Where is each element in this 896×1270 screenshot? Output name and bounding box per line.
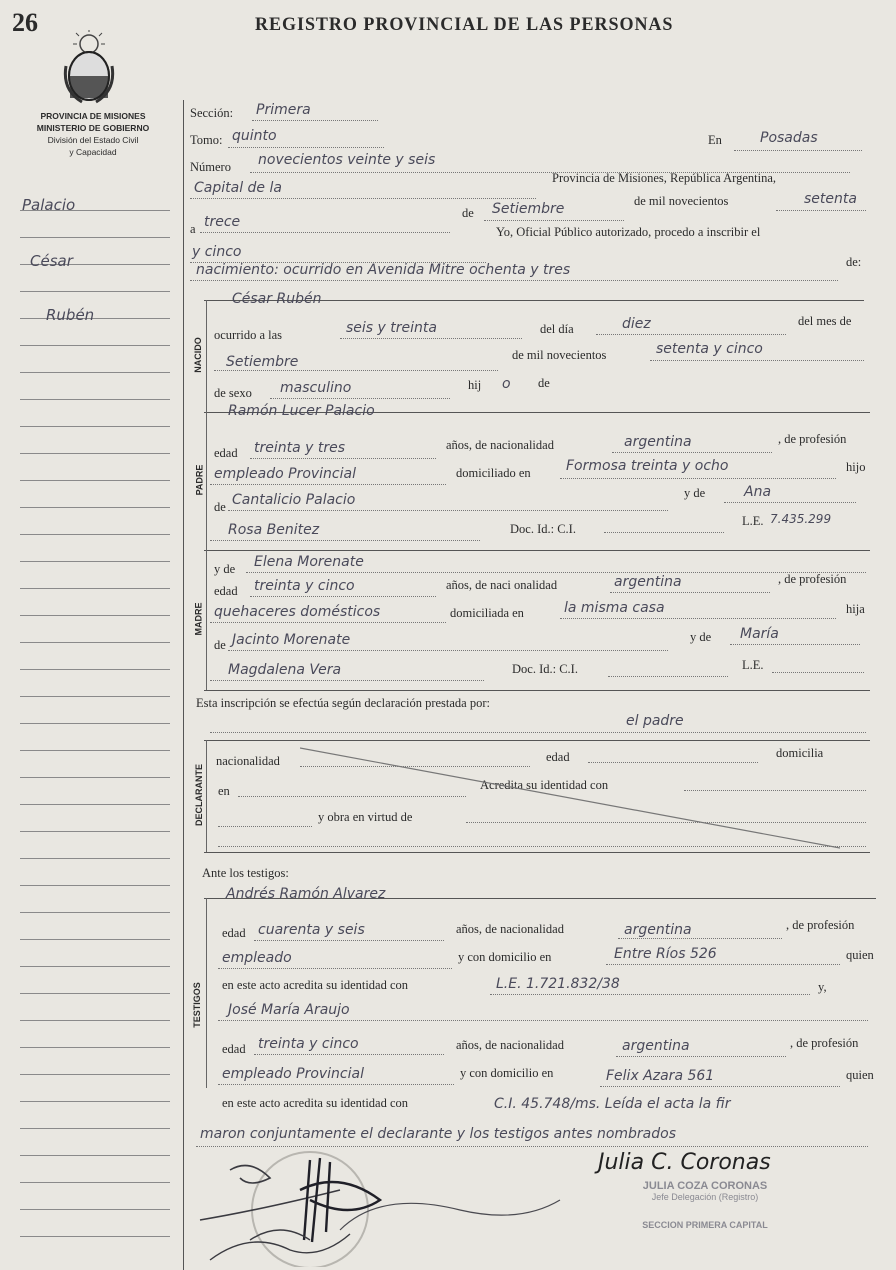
anio-label: de mil novecientos xyxy=(512,348,607,362)
madre-de-label: de xyxy=(214,638,226,652)
madre-prof-label: , de profesión xyxy=(778,572,847,586)
madre-madre-name: María xyxy=(740,626,779,642)
padre-le-value: 7.435.299 xyxy=(770,512,832,526)
tomo-label: Tomo: xyxy=(190,133,223,147)
padre-profesion: empleado Provincial xyxy=(214,466,356,482)
testigo2-dom-label: y con domicilio en xyxy=(460,1066,554,1080)
de-value: Setiembre xyxy=(492,201,565,217)
margin-rule-line xyxy=(20,1101,170,1102)
margin-rule-line xyxy=(20,534,170,535)
madre-profesion: quehaceres domésticos xyxy=(214,604,381,620)
registrar-signature: Julia C. Coronas xyxy=(598,1150,771,1175)
registrar-stamp xyxy=(600,1180,810,1230)
madre-name: Elena Morenate xyxy=(254,554,364,570)
madre-madre-name-cont: Magdalena Vera xyxy=(228,662,342,678)
declarante-acredita-label: Acredita su identidad con xyxy=(480,778,609,792)
mil-novecientos-value: setenta xyxy=(804,191,857,207)
hora-value: seis y treinta xyxy=(346,320,437,336)
yo-label: Yo, Oficial Público autorizado, procedo a inscribir el xyxy=(496,225,761,239)
witness-signatures xyxy=(190,1150,610,1267)
margin-rule-line xyxy=(20,588,170,589)
margin-rule-line xyxy=(20,858,170,859)
margin-rule-line xyxy=(20,1047,170,1048)
padre-yde-label: y de xyxy=(684,486,706,500)
testigo2-nacionalidad: argentina xyxy=(622,1038,690,1054)
a-label: a xyxy=(190,222,196,236)
margin-rule-line xyxy=(20,399,170,400)
capital-value: Capital de la xyxy=(194,180,282,196)
testigo1-dom-label: y con domicilio en xyxy=(458,950,552,964)
section-label-padre: PADRE xyxy=(194,464,205,496)
madre-edad-label: edad xyxy=(214,584,238,598)
en-value: Posadas xyxy=(760,130,818,146)
testigo1-profesion: empleado xyxy=(222,950,292,966)
seccion-value: Primera xyxy=(256,102,311,118)
mes-label: del mes de xyxy=(798,314,852,328)
stamp-section: SECCION PRIMERA CAPITAL xyxy=(642,1220,768,1230)
nacimiento-de: de: xyxy=(846,255,862,269)
numero-value: novecientos veinte y seis xyxy=(258,152,436,168)
testigo2-name: José María Araujo xyxy=(228,1002,350,1018)
testigo1-edad: cuarenta y seis xyxy=(258,922,365,938)
tomo-value: quinto xyxy=(232,128,277,144)
margin-rule-line xyxy=(20,642,170,643)
madre-dom-label: domiciliada en xyxy=(450,606,524,620)
padre-prof-label: , de profesión xyxy=(778,432,847,446)
madre-nac-label: años, de naci onalidad xyxy=(446,578,558,592)
a-value: trece xyxy=(204,214,241,230)
form-frame-left xyxy=(183,100,184,1270)
testigo-y-label: y, xyxy=(818,980,827,994)
de-label: de xyxy=(462,206,474,220)
declarante-en-label: en xyxy=(218,784,230,798)
margin-rule-line xyxy=(20,345,170,346)
margin-rule-line xyxy=(20,885,170,886)
margin-rule-line xyxy=(20,372,170,373)
margin-rule-line xyxy=(20,723,170,724)
testigo2-domicilio: Felix Azara 561 xyxy=(606,1068,715,1084)
madre-domicilio: la misma casa xyxy=(564,600,665,616)
office-ministry: MINISTERIO DE GOBIERNO xyxy=(36,123,150,133)
margin-rule-line xyxy=(20,615,170,616)
madre-hija-label: hija xyxy=(846,602,865,616)
stamp-role: Jefe Delegación (Registro) xyxy=(651,1192,759,1202)
margin-surname: Palacio xyxy=(22,196,76,214)
madre-yde2-label: y de xyxy=(690,630,712,644)
seccion-label: Sección: xyxy=(190,106,234,120)
testigo1-nacionalidad: argentina xyxy=(624,922,692,938)
margin-second-name: Rubén xyxy=(46,306,95,324)
declarante-obra-label: y obra en virtud de xyxy=(318,810,413,824)
en-label: En xyxy=(708,133,722,147)
stamp-name: JULIA COZA CORONAS xyxy=(642,1180,768,1192)
sexo-label: de sexo xyxy=(214,386,252,400)
section-label-madre: MADRE xyxy=(193,602,204,636)
provincia-label: Provincia de Misiones, República Argentina, xyxy=(552,171,777,185)
declarante-nac-label: nacionalidad xyxy=(216,754,280,768)
testigo2-edad: treinta y cinco xyxy=(258,1036,359,1052)
margin-rule-line xyxy=(20,804,170,805)
margin-rule-line xyxy=(20,453,170,454)
office-division: División del Estado Civil xyxy=(47,135,139,145)
margin-rule-line xyxy=(20,1209,170,1210)
padre-domicilio: Formosa treinta y ocho xyxy=(566,458,729,474)
padre-nac-label: años, de nacionalidad xyxy=(446,438,554,452)
margin-rule-line xyxy=(20,696,170,697)
padre-dom-label: domiciliado en xyxy=(456,466,531,480)
testigo2-nac-label: años, de nacionalidad xyxy=(456,1038,564,1052)
madre-nacionalidad: argentina xyxy=(614,574,682,590)
padre-edad: treinta y tres xyxy=(254,440,346,456)
divider-madre xyxy=(204,550,870,551)
testigo2-acredita-label: en este acto acredita su identidad con xyxy=(222,1096,409,1110)
margin-rule-line xyxy=(20,966,170,967)
margin-rule-line xyxy=(20,1155,170,1156)
margin-rule-line xyxy=(20,318,170,319)
margin-rule-line xyxy=(20,426,170,427)
dia-value: diez xyxy=(622,316,651,332)
padre-de-label: de xyxy=(214,500,226,514)
hijo-label: hij xyxy=(468,378,482,392)
margin-rule-line xyxy=(20,1182,170,1183)
divider-declarante-end xyxy=(204,852,870,853)
yo-value: y cinco xyxy=(192,244,242,260)
margin-rule-line xyxy=(20,750,170,751)
testigo2-profesion: empleado Provincial xyxy=(222,1066,364,1082)
margin-rule-line xyxy=(20,1020,170,1021)
declarante-dom-label: domicilia xyxy=(776,746,824,760)
madre-edad: treinta y cinco xyxy=(254,578,355,594)
margin-rule-line xyxy=(20,669,170,670)
madre-padre-name: Jacinto Morenate xyxy=(232,632,351,648)
hijo-suffix: o xyxy=(502,376,511,392)
margin-rule-line xyxy=(20,1236,170,1237)
anio-value: setenta y cinco xyxy=(656,341,763,357)
divider-madre-end xyxy=(204,690,870,691)
testigo1-nac-label: años, de nacionalidad xyxy=(456,922,564,936)
padre-hijo-label: hijo xyxy=(846,460,866,474)
margin-rule-line xyxy=(20,507,170,508)
testigo2-edad-label: edad xyxy=(222,1042,246,1056)
declarante-edad-label: edad xyxy=(546,750,570,764)
margin-rule-line xyxy=(20,237,170,238)
section-label-nacido: NACIDO xyxy=(192,337,203,373)
margin-rule-line xyxy=(20,480,170,481)
margin-rule-line xyxy=(20,912,170,913)
testigo2-quien-label: quien xyxy=(846,1068,874,1082)
padre-name: Ramón Lucer Palacio xyxy=(228,403,375,419)
testigo2-doc: C.I. 45.748/ms. Leída el acta la fir xyxy=(494,1096,731,1112)
testigos-intro: Ante los testigos: xyxy=(202,866,289,880)
office-block xyxy=(8,110,178,158)
padre-edad-label: edad xyxy=(214,446,238,460)
page-number: 26 xyxy=(12,8,38,37)
declarante-intro: Esta inscripción se efectúa según declaración prestada por: xyxy=(196,696,490,710)
declarante-strike-line xyxy=(300,740,880,852)
ocurrido-label: ocurrido a las xyxy=(214,328,283,342)
section-label-declarante: DECLARANTE xyxy=(194,764,204,826)
madre-yde-label: y de xyxy=(214,562,236,576)
dia-label: del día xyxy=(540,322,574,336)
hijo-de: de xyxy=(538,376,550,390)
closing-text: maron conjuntamente el declarante y los testigos antes nombrados xyxy=(200,1126,677,1142)
testigo1-name: Andrés Ramón Alvarez xyxy=(226,886,386,902)
padre-le-label: L.E. xyxy=(742,514,764,528)
padre-padre-name: Cantalicio Palacio xyxy=(232,492,356,508)
testigo1-doc: L.E. 1.721.832/38 xyxy=(496,976,620,992)
padre-nacionalidad: argentina xyxy=(624,434,692,450)
numero-label: Número xyxy=(190,160,231,174)
margin-rule-line xyxy=(20,777,170,778)
padre-madre-name: Ana xyxy=(744,484,772,500)
padre-madre-name-cont: Rosa Benitez xyxy=(228,522,320,538)
margin-rule-line xyxy=(20,1128,170,1129)
sexo-value: masculino xyxy=(280,380,352,396)
madre-doc-label: Doc. Id.: C.I. xyxy=(512,662,578,676)
testigo1-quien-label: quien xyxy=(846,948,874,962)
nacimiento-value: nacimiento: ocurrido en Avenida Mitre ochenta y tres xyxy=(196,262,571,278)
mes-value: Setiembre xyxy=(226,354,299,370)
section-label-testigos: TESTIGOS xyxy=(191,982,202,1028)
margin-first-name: César xyxy=(30,252,73,270)
testigo1-acredita-label: en este acto acredita su identidad con xyxy=(222,978,409,992)
margin-rule-line xyxy=(20,561,170,562)
testigo2-prof-label: , de profesión xyxy=(790,1036,859,1050)
page-title: REGISTRO PROVINCIAL DE LAS PERSONAS xyxy=(255,14,674,35)
madre-le-label: L.E. xyxy=(742,658,764,672)
office-capacity: y Capacidad xyxy=(69,147,117,157)
testigo1-edad-label: edad xyxy=(222,926,246,940)
office-province: PROVINCIA DE MISIONES xyxy=(40,111,146,121)
declarante-value: el padre xyxy=(626,713,684,729)
testigo1-prof-label: , de profesión xyxy=(786,918,855,932)
mil-novecientos-label: de mil novecientos xyxy=(634,194,729,208)
margin-rule-line xyxy=(20,939,170,940)
margin-rule-line xyxy=(20,291,170,292)
testigo1-domicilio: Entre Ríos 526 xyxy=(614,946,717,962)
margin-rule-line xyxy=(20,831,170,832)
margin-rule-line xyxy=(20,993,170,994)
margin-rule-line xyxy=(20,1074,170,1075)
coat-of-arms-icon xyxy=(62,30,116,104)
padre-doc-label: Doc. Id.: C.I. xyxy=(510,522,576,536)
nacido-name: César Rubén xyxy=(232,291,322,307)
